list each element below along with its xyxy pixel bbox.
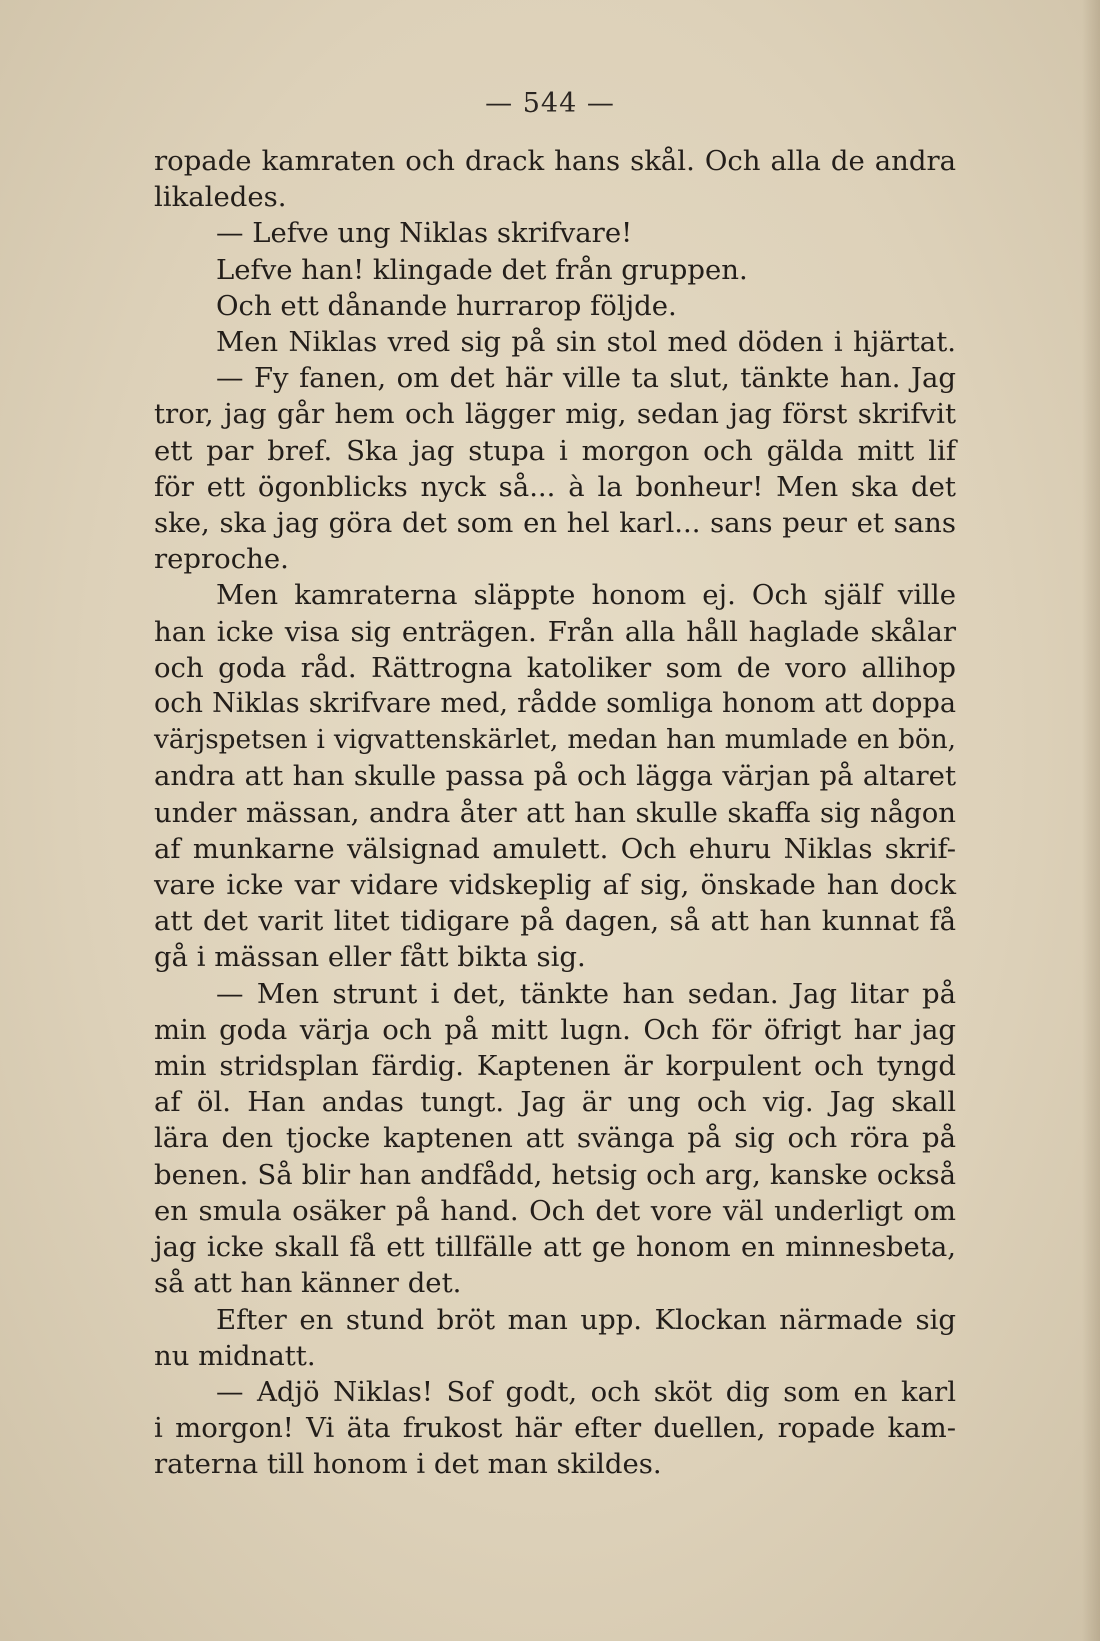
text-line: att det varit litet tidigare på dagen, så att han kunnat få <box>154 905 956 938</box>
text-line: Efter en stund bröt man upp. Klockan närmade sig <box>216 1303 956 1336</box>
text-line: likaledes. <box>154 181 287 214</box>
text-line: i morgon! Vi äta frukost här efter duellen, ropade kam- <box>154 1412 956 1445</box>
text-line: en smula osäker på hand. Och det vore väl underligt om <box>154 1194 956 1227</box>
text-line: — Adjö Niklas! Sof godt, och sköt dig som en karl <box>216 1375 956 1408</box>
text-line: värjspetsen i vigvattenskärlet, medan han mumlade en bön, <box>154 725 956 756</box>
text-line: tror, jag går hem och lägger mig, sedan jag först skrifvit <box>154 398 956 431</box>
text-line: af munkarne välsignad amulett. Och ehuru Niklas skrif- <box>154 832 956 865</box>
text-line: gå i mässan eller fått bikta sig. <box>154 941 586 974</box>
text-line: nu midnatt. <box>154 1339 316 1372</box>
text-line: andra att han skulle passa på och lägga värjan på altaret <box>154 760 956 793</box>
text-line: ropade kamraten och drack hans skål. Och alla de andra <box>154 145 956 177</box>
text-line: jag icke skall få ett tillfälle att ge honom en minnesbeta, <box>154 1231 956 1264</box>
text-line: Men Niklas vred sig på sin stol med döden i hjärtat. <box>216 326 956 359</box>
text-line: för ett ögonblicks nyck så... à la bonheur! Men ska det <box>154 470 956 503</box>
text-line: och goda råd. Rättrogna katoliker som de voro allihop <box>154 651 956 684</box>
text-line: och Niklas skrifvare med, rådde somliga honom att doppa <box>154 688 956 720</box>
text-line: lära den tjocke kaptenen att svänga på sig och röra på <box>154 1122 956 1155</box>
text-line: han icke visa sig enträgen. Från alla håll haglade skålar <box>154 615 956 648</box>
text-line: benen. Så blir han andfådd, hetsig och arg, kanske också <box>154 1158 956 1191</box>
text-line: — Men strunt i det, tänkte han sedan. Jag litar på <box>216 977 956 1010</box>
text-line: — Fy fanen, om det här ville ta slut, tänkte han. Jag <box>216 362 956 395</box>
text-line: raterna till honom i det man skildes. <box>154 1448 662 1481</box>
text-line: Och ett dånande hurrarop följde. <box>216 289 677 322</box>
text-line: under mässan, andra åter att han skulle skaffa sig någon <box>154 796 956 829</box>
text-line: Men kamraterna släppte honom ej. Och själf ville <box>216 579 956 612</box>
text-line: min stridsplan färdig. Kaptenen är korpulent och tyngd <box>154 1050 956 1083</box>
text-line: min goda värja och på mitt lugn. Och för öfrigt har jag <box>154 1013 956 1046</box>
page-edge-shadow <box>1082 0 1100 1641</box>
text-line: vare icke var vidare vidskeplig af sig, önskade han dock <box>154 869 956 902</box>
page-number: — 544 — <box>485 88 615 119</box>
body-text <box>154 143 956 1483</box>
text-line: Lefve han! klingade det från gruppen. <box>216 253 748 286</box>
text-line: — Lefve ung Niklas skrifvare! <box>216 217 633 250</box>
text-line: ske, ska jag göra det som en hel karl... sans peur et sans <box>154 507 956 540</box>
text-line: reproche. <box>154 543 289 576</box>
text-line: ett par bref. Ska jag stupa i morgon och gälda mitt lif <box>154 434 956 467</box>
text-line: af öl. Han andas tungt. Jag är ung och vig. Jag skall <box>154 1086 956 1119</box>
text-line: så att han känner det. <box>154 1267 462 1300</box>
